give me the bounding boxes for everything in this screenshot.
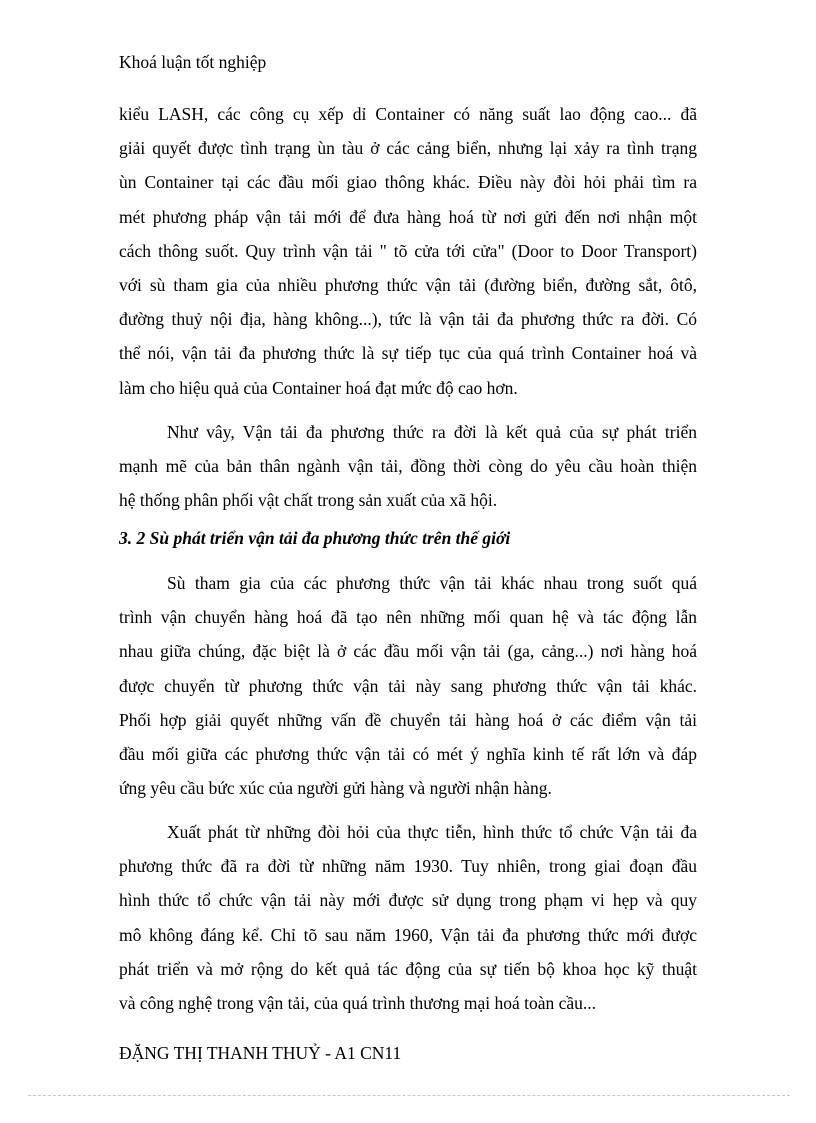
paragraph-4 xyxy=(119,815,697,1020)
page-header-title: Khoá luận tốt nghiệp xyxy=(119,52,267,72)
paragraph-line: nhau giữa chúng, đặc biệt là ở các đầu mối vận tải (ga, cảng...) nơi hàng hoá xyxy=(119,641,697,662)
page-footer-author: ĐẶNG THỊ THANH THUỶ - A1 CN11 xyxy=(119,1043,402,1063)
paragraph-line: giải quyết được tình trạng ùn tàu ở các cảng biển, nhưng lại xảy ra tình trạng xyxy=(119,138,697,159)
paragraph-line: mét phương pháp vận tải mới để đưa hàng hoá từ nơi gửi đến nơi nhận một xyxy=(119,206,697,227)
section-heading: 3. 2 Sù phát triển vận tải đa phương thức trên thế giới xyxy=(119,528,511,548)
paragraph-line: kiểu LASH, các công cụ xếp dỉ Container có năng suất lao động cao... đã xyxy=(119,104,697,124)
paragraph-line: Sù tham gia của các phương thức vận tải khác nhau trong suốt quá xyxy=(167,573,697,593)
paragraph-line: ùn Container tại các đầu mối giao thông khác. Điều này đòi hỏi phải tìm ra xyxy=(119,172,697,193)
paragraph-line: mạnh mẽ của bản thân ngành vận tải, đồng thời còng do yêu cầu hoàn thiện xyxy=(119,456,697,477)
paragraph-line: hệ thống phân phối vật chất trong sản xuất của xã hội. xyxy=(119,490,498,511)
paragraph-line: được chuyển từ phương thức vận tải này sang phương thức vận tải khác. xyxy=(119,675,697,696)
paragraph-line: Xuất phát từ những đòi hỏi của thực tiễn, hình thức tổ chức Vận tải đa xyxy=(167,822,697,842)
paragraph-line: cách thông suốt. Quy trình vận tải " tõ cửa tới cửa" (Door to Door Transport) xyxy=(119,240,697,261)
paragraph-line: thể nói, vận tải đa phương thức là sự tiếp tục của quá trình Container hoá và xyxy=(119,343,697,364)
paragraph-line: với sù tham gia của nhiều phương thức vận tải (đường biển, đường sắt, ôtô, xyxy=(119,274,697,295)
paragraph-line: phát triển và mở rộng do kết quả tác động của sự tiến bộ khoa học kỹ thuật xyxy=(119,958,697,979)
paragraph-line: trình vận chuyển hàng hoá đã tạo nên những mối quan hệ và tác động lẫn xyxy=(119,607,697,628)
paragraph-line: mô không đáng kể. Chỉ tõ sau năm 1960, Vận tải đa phương thức mới được xyxy=(119,924,697,945)
paragraph-2 xyxy=(119,415,697,518)
paragraph-line: đầu mối giữa các phương thức vận tải có mét ý nghĩa kinh tế rất lớn và đáp xyxy=(119,743,697,764)
paragraph-line: Như vây, Vận tải đa phương thức ra đời là kết quả của sự phát triển xyxy=(167,422,697,442)
paragraph-line: phương thức đã ra đời từ những năm 1930. Tuy nhiên, trong giai đoạn đầu xyxy=(119,856,697,877)
paragraph-line: Phối hợp giải quyết những vấn đề chuyển tải hàng hoá ở các điểm vận tải xyxy=(119,709,697,730)
paragraph-line: hình thức tổ chức vận tải này mới được sử dụng trong phạm vi hẹp và quy xyxy=(119,890,697,911)
paragraph-line: và công nghệ trong vận tải, của quá trình thương mại hoá toàn cầu... xyxy=(119,992,597,1013)
paragraph-3 xyxy=(119,566,697,805)
paragraph-line: ứng yêu cầu bức xúc của người gửi hàng và người nhận hàng. xyxy=(119,778,552,799)
paragraph-line: đường thuỷ nội địa, hàng không...), tức là vận tải đa phương thức ra đời. Có xyxy=(119,309,697,330)
paragraph-1 xyxy=(119,97,697,405)
footer-divider xyxy=(28,1095,790,1096)
paragraph-line: làm cho hiệu quả của Container hoá đạt mức độ cao hơn. xyxy=(119,377,518,398)
